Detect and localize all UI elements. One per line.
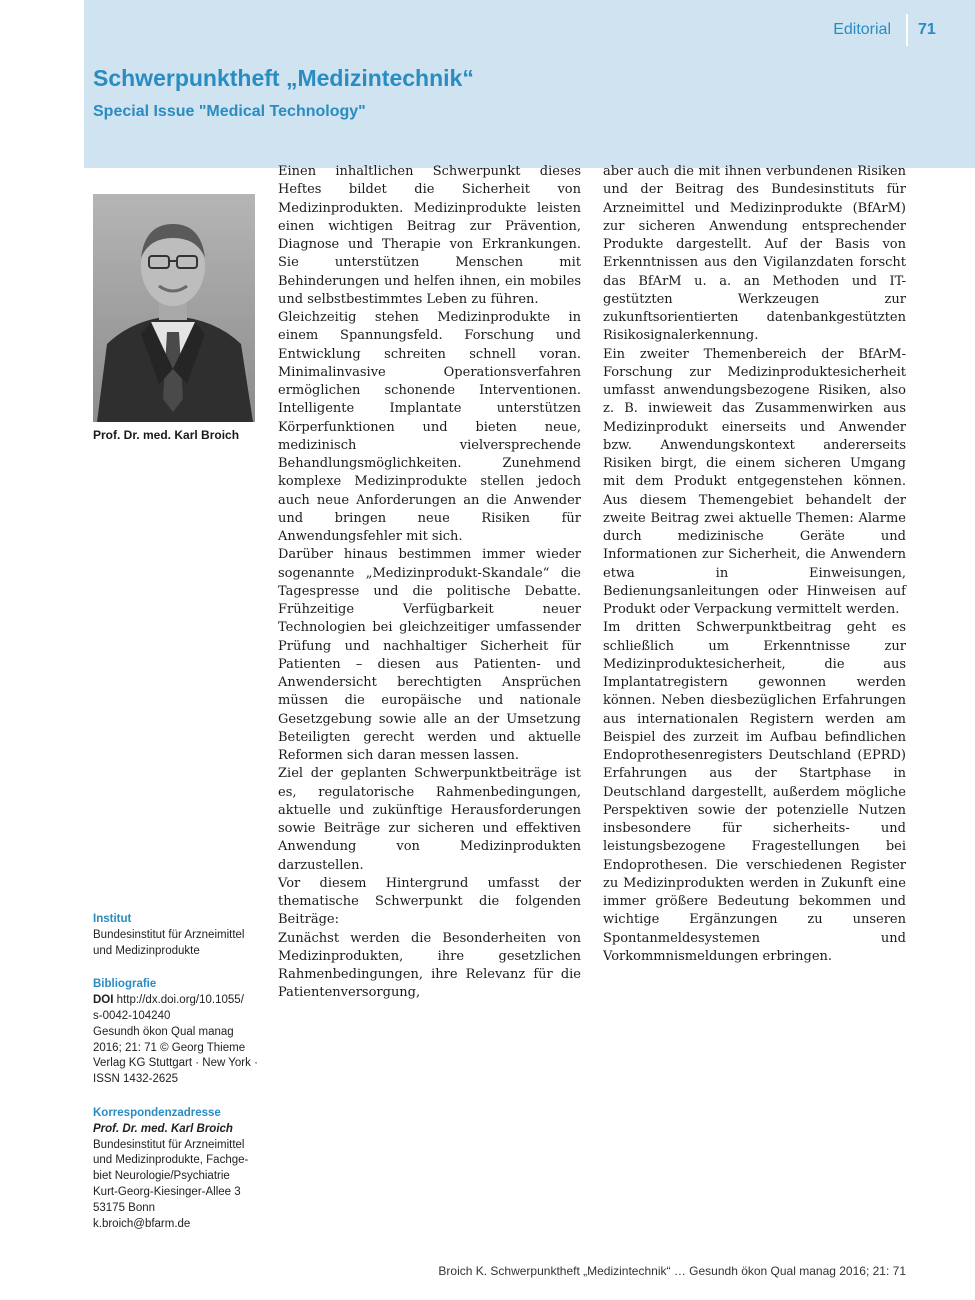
korrespondenz-block (93, 1106, 265, 1232)
article-subtitle: Special Issue "Medical Technology" (93, 103, 366, 120)
address-line: Bundesinstitut für Arzneimittel (93, 1138, 245, 1151)
paragraph: Ein zweiter Themenbereich der BfArM-Forschung zur Medizinproduktesicherheit umfasst anwendungsbezogene Risiken, also z. B. inwieweit das Zusammenwirken aus Medizinprodukt einerseits und Anwender bzw. Anwendungskontext andererseits Risiken birgt, die einem sicheren Umgang mit dem Produkt entgegenstehen können. Aus diesem Themengebiet behandelt der zweite Beitrag zwei aktuelle Themen: Alarme durch medizinische Geräte und Informationen zur Sicherheit, die Anwendern etwa in Einweisungen, Bedienungsanleitungen oder Hinweisen auf Produkt oder Verpackung vermittelt werden. (603, 346, 906, 617)
paragraph: Vor diesem Hintergrund umfasst der thematische Schwerpunkt die folgenden Beiträge: (278, 875, 581, 928)
paragraph: Im dritten Schwerpunktbeitrag geht es schließlich um Erkenntnisse zur Medizinproduktesicherheit, die aus Implantatregistern gewonnen werden können. Neben diesbezüglichen Erfahrungen aus internationalen Registern werden am Beispiel des zurzeit im Aufbau befindlichen Endoprothesenregisters Deutschland (EPRD) Erfahrungen aus der Startphase in Deutschland dargestellt, außerdem mögliche Perspektiven sowie der potenzielle Nutzen insbesondere für sicherheits- und leistungsbezogene Fragestellungen bei Endoprothesen. Die verschiedenen Register zu Medizinprodukten werden in Zukunft eine immer größere Bedeutung bekommen und wichtige Ergänzungen zu unseren Spontanmeldesystemen und Vorkommnismeldungen erbringen. (603, 620, 906, 964)
bibliografie-line: ISSN 1432-2625 (93, 1073, 179, 1086)
body-column-2 (603, 163, 906, 966)
institut-heading: Institut (93, 913, 132, 925)
paragraph: Darüber hinaus bestimmen immer wieder sogenannte „Medizinprodukt-Skandale“ die Tagespresse und die politische Debatte. Frühzeitige Verfügbarkeit neuer Technologien bei gleichzeitiger umfassender Prüfung und nachhaltiger Sicherheit für Patienten – diesen aus Patienten- und Anwendersicht berechtigten Ansprüchen müssen die europäische und nationale Gesetzgebung sowie alle an der Umsetzung Beteiligten gerecht werden und aktuelle Reformen sich daran messen lassen. (278, 547, 581, 763)
institut-line: Bundesinstitut für Arzneimittel (93, 928, 245, 941)
address-line: biet Neurologie/Psychiatrie (93, 1170, 230, 1183)
author-portrait-illustration (93, 194, 255, 422)
paragraph: Zunächst werden die Besonderheiten von Medizinprodukten, ihre gesetzlichen Rahmenbedingungen, ihre Relevanz für die Patientenversorgung, (278, 930, 581, 1001)
body-column-1 (278, 163, 581, 1003)
doi-link[interactable]: http://dx.doi.org/10.1055/ (116, 994, 244, 1007)
doi-line (93, 993, 265, 1009)
article-title: Schwerpunktheft „Medizintechnik“ (93, 65, 474, 91)
address-line: Kurt-Georg-Kiesinger-Allee 3 (93, 1185, 241, 1198)
address-line: und Medizinprodukte, Fachge- (93, 1154, 249, 1167)
section-label: Editorial (833, 21, 891, 38)
page-number: 71 (918, 21, 936, 38)
email-link[interactable]: k.broich@bfarm.de (93, 1217, 191, 1230)
paragraph: Gleichzeitig stehen Medizinprodukte in einem Spannungsfeld. Forschung und Entwicklung schreiten schnell voran. Minimalinvasive Operationsverfahren ermöglichen schonende Interventionen. Intelligente Implantate unterstützen Körperfunktionen und bieten neue, medizinisch vielversprechende Behandlungsmöglichkeiten. Zunehmend komplexe Medizinprodukte stellen jedoch auch neue Anforderungen an die Anwender und bringen neue Risiken für Anwendungsfehler mit sich. (278, 310, 581, 544)
paragraph: Einen inhaltlichen Schwerpunkt dieses Heftes bildet die Sicherheit von Medizinprodukten. Medizinprodukte leisten einen wichtigen Beitrag zur Prävention, Diagnose und Therapie von Erkrankungen. Sie unterstützen Menschen mit Behinderungen und helfen ihnen, ein mobiles und selbstbestimmtes Leben zu führen. (278, 164, 581, 307)
bibliografie-line: Gesundh ökon Qual manag (93, 1025, 234, 1038)
author-portrait (93, 194, 255, 422)
paragraph: aber auch die mit ihnen verbundenen Risiken und der Beitrag des Bundesinstituts für Arzneimittel und Medizinprodukte (BfArM) zur sicheren Anwendung entsprechender Produkte dargestellt. Auf der Basis von Erkenntnissen aus den Vigilanzdaten forscht das BfArM u. a. an Methoden und IT-gestützten Werkzeugen zur zukunftsorientierten datenbankgestützten Risikosignalerkennung. (603, 164, 906, 344)
institut-block (93, 912, 265, 959)
address-line: 53175 Bonn (93, 1201, 156, 1214)
bibliografie-line: Verlag KG Stuttgart · New York · (93, 1057, 258, 1070)
bibliografie-line: s-0042-104240 (93, 1009, 171, 1022)
correspondence-name: Prof. Dr. med. Karl Broich (93, 1122, 233, 1135)
bibliografie-block (93, 977, 265, 1088)
korrespondenz-heading: Korrespondenzadresse (93, 1106, 221, 1119)
bibliografie-heading: Bibliografie (93, 978, 157, 991)
portrait-caption: Prof. Dr. med. Karl Broich (93, 428, 240, 442)
article-info-sidebar (93, 912, 265, 1250)
page-footer-citation: Broich K. Schwerpunktheft „Medizintechnik“ … Gesundh ökon Qual manag 2016; 21: 71 (438, 1264, 906, 1278)
bibliografie-line: 2016; 21: 71 © Georg Thieme (93, 1041, 246, 1054)
paragraph: Ziel der geplanten Schwerpunktbeiträge ist es, regulatorische Rahmenbedingungen, aktuelle und zukünftige Herausforderungen sowie Beiträge zur sicheren und effektiven Anwendung von Medizinprodukten darzustellen. (278, 766, 581, 873)
institut-line: und Medizinprodukte (93, 944, 200, 957)
doi-label: DOI (93, 994, 114, 1007)
